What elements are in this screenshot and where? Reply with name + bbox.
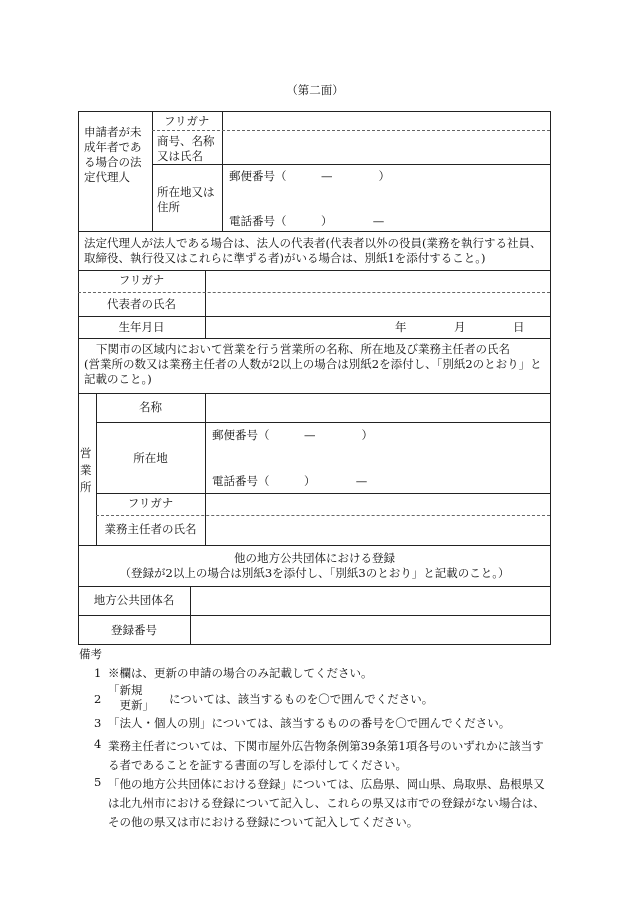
birth-day-unit: 日: [513, 320, 525, 334]
remark-line: その他の県又は市における登録について記入してください。: [108, 815, 419, 829]
representative-furigana-label: フリガナ: [118, 273, 165, 287]
representative-name-label: 代表者の氏名: [107, 297, 176, 311]
office-side-char: 業: [80, 463, 92, 477]
registration-note: [78, 551, 551, 581]
note-line: (営業所の数又は業務主任者の人数が2以上の場合は別紙2を添付し、「別紙2のとおり」と: [84, 357, 542, 371]
legal-rep-phone-number: 電話番号（ ） —: [229, 214, 385, 228]
remarks-heading: 備考: [79, 647, 102, 661]
birth-date-field[interactable]: [206, 317, 550, 338]
office-address-label: 所在地: [133, 451, 168, 465]
birth-date-label: 生年月日: [118, 320, 165, 334]
legal-rep-name-label-line: 商号、名称: [157, 134, 215, 148]
legal-rep-address-label: [157, 185, 215, 215]
public-entity-field[interactable]: [191, 587, 550, 615]
manager-furigana-label: フリガナ: [127, 496, 174, 510]
legal-rep-furigana-label: フリガナ: [164, 114, 210, 128]
remark-number: 1: [94, 666, 102, 680]
remark-bracket: [108, 683, 154, 713]
legal-rep-postal-code: 郵便番号（ — ）: [229, 169, 390, 183]
remark-text: ※欄は、更新の申請の場合のみ記載してください。: [108, 666, 373, 680]
legal-rep-name-field[interactable]: [223, 131, 550, 164]
remark-bracket-line: 更新」: [108, 698, 154, 712]
representative-name-field[interactable]: [206, 293, 550, 316]
legal-rep-name-label-line: 又は氏名: [157, 149, 203, 163]
birth-month-unit: 月: [454, 320, 466, 334]
office-postal-code: 郵便番号（ — ）: [212, 428, 373, 442]
legal-rep-label-line: る場合の法: [84, 155, 142, 169]
legal-rep-label-line: 定代理人: [84, 170, 130, 184]
divider: [78, 545, 551, 546]
remark-line: は北九州市における登録について記入し、これらの県又は市での登録がない場合は、: [108, 796, 545, 810]
remark-line: 業務主任者については、下関市屋外広告物条例第39条第1項各号のいずれかに該当す: [108, 739, 544, 753]
office-name-label: 名称: [139, 400, 162, 414]
table-border-bottom: [78, 644, 551, 645]
remark-bracket-line: 「新規: [108, 683, 143, 697]
remark-number: 3: [94, 716, 102, 730]
office-side-char: 所: [80, 480, 92, 494]
legal-rep-label-line: 申請者が未: [84, 125, 142, 139]
manager-name-field[interactable]: [206, 516, 550, 545]
note-line: 他の地方公共団体における登録: [234, 551, 395, 565]
divider: [78, 231, 551, 232]
birth-year-unit: 年: [395, 320, 407, 334]
office-side-label: [80, 445, 92, 496]
office-side-char: 営: [80, 446, 92, 460]
note-line: 取締役、執行役又はこれらに準ずる者)がいる場合は、別紙1を添付すること。): [84, 251, 486, 265]
corporate-representative-note: [84, 236, 541, 266]
office-note: [84, 342, 542, 387]
representative-furigana-field[interactable]: [206, 271, 550, 292]
legal-rep-furigana-field[interactable]: [223, 112, 550, 130]
remark-text: [108, 775, 545, 832]
legal-rep-address-label-line: 住所: [157, 200, 180, 214]
manager-furigana-field[interactable]: [206, 494, 550, 515]
remark-number: 2: [94, 692, 102, 706]
remark-text: [108, 737, 544, 775]
office-phone-number: 電話番号（ ） —: [212, 474, 368, 488]
note-line: 下関市の区域内において営業を行う営業所の名称、所在地及び業務主任者の氏名: [96, 342, 510, 356]
remark-line: 「他の地方公共団体における登録」については、広島県、岡山県、鳥取県、島根県又: [108, 777, 545, 791]
note-line: 法定代理人が法人である場合は、法人の代表者(代表者以外の役員(業務を執行する社員、: [84, 236, 542, 250]
office-name-field[interactable]: [206, 394, 550, 422]
remark-text: 「法人・個人の別」については、該当するものの番号を〇で囲んでください。: [108, 716, 511, 730]
page-title: （第二面）: [286, 83, 344, 97]
registration-number-field[interactable]: [191, 616, 550, 644]
legal-rep-address-label-line: 所在地又は: [157, 185, 215, 199]
legal-rep-label-line: 成年者であ: [84, 140, 142, 154]
divider: [78, 338, 551, 339]
remark-number: 5: [94, 775, 102, 789]
remark-line: る者であることを証する書面の写しを添付してください。: [108, 758, 407, 772]
remark-number: 4: [94, 737, 102, 751]
public-entity-label: 地方公共団体名: [93, 593, 175, 607]
legal-rep-name-label: [157, 134, 215, 164]
remark-text: については、該当するものを〇で囲んでください。: [169, 692, 434, 706]
note-line: 記載のこと。): [84, 372, 152, 386]
registration-number-label: 登録番号: [111, 623, 157, 637]
manager-name-label: 業務主任者の氏名: [104, 522, 197, 536]
legal-rep-label: [84, 125, 142, 185]
note-line: （登録が2以上の場合は別紙3を添付し、「別紙3のとおり」と記載のこと。）: [119, 566, 510, 580]
